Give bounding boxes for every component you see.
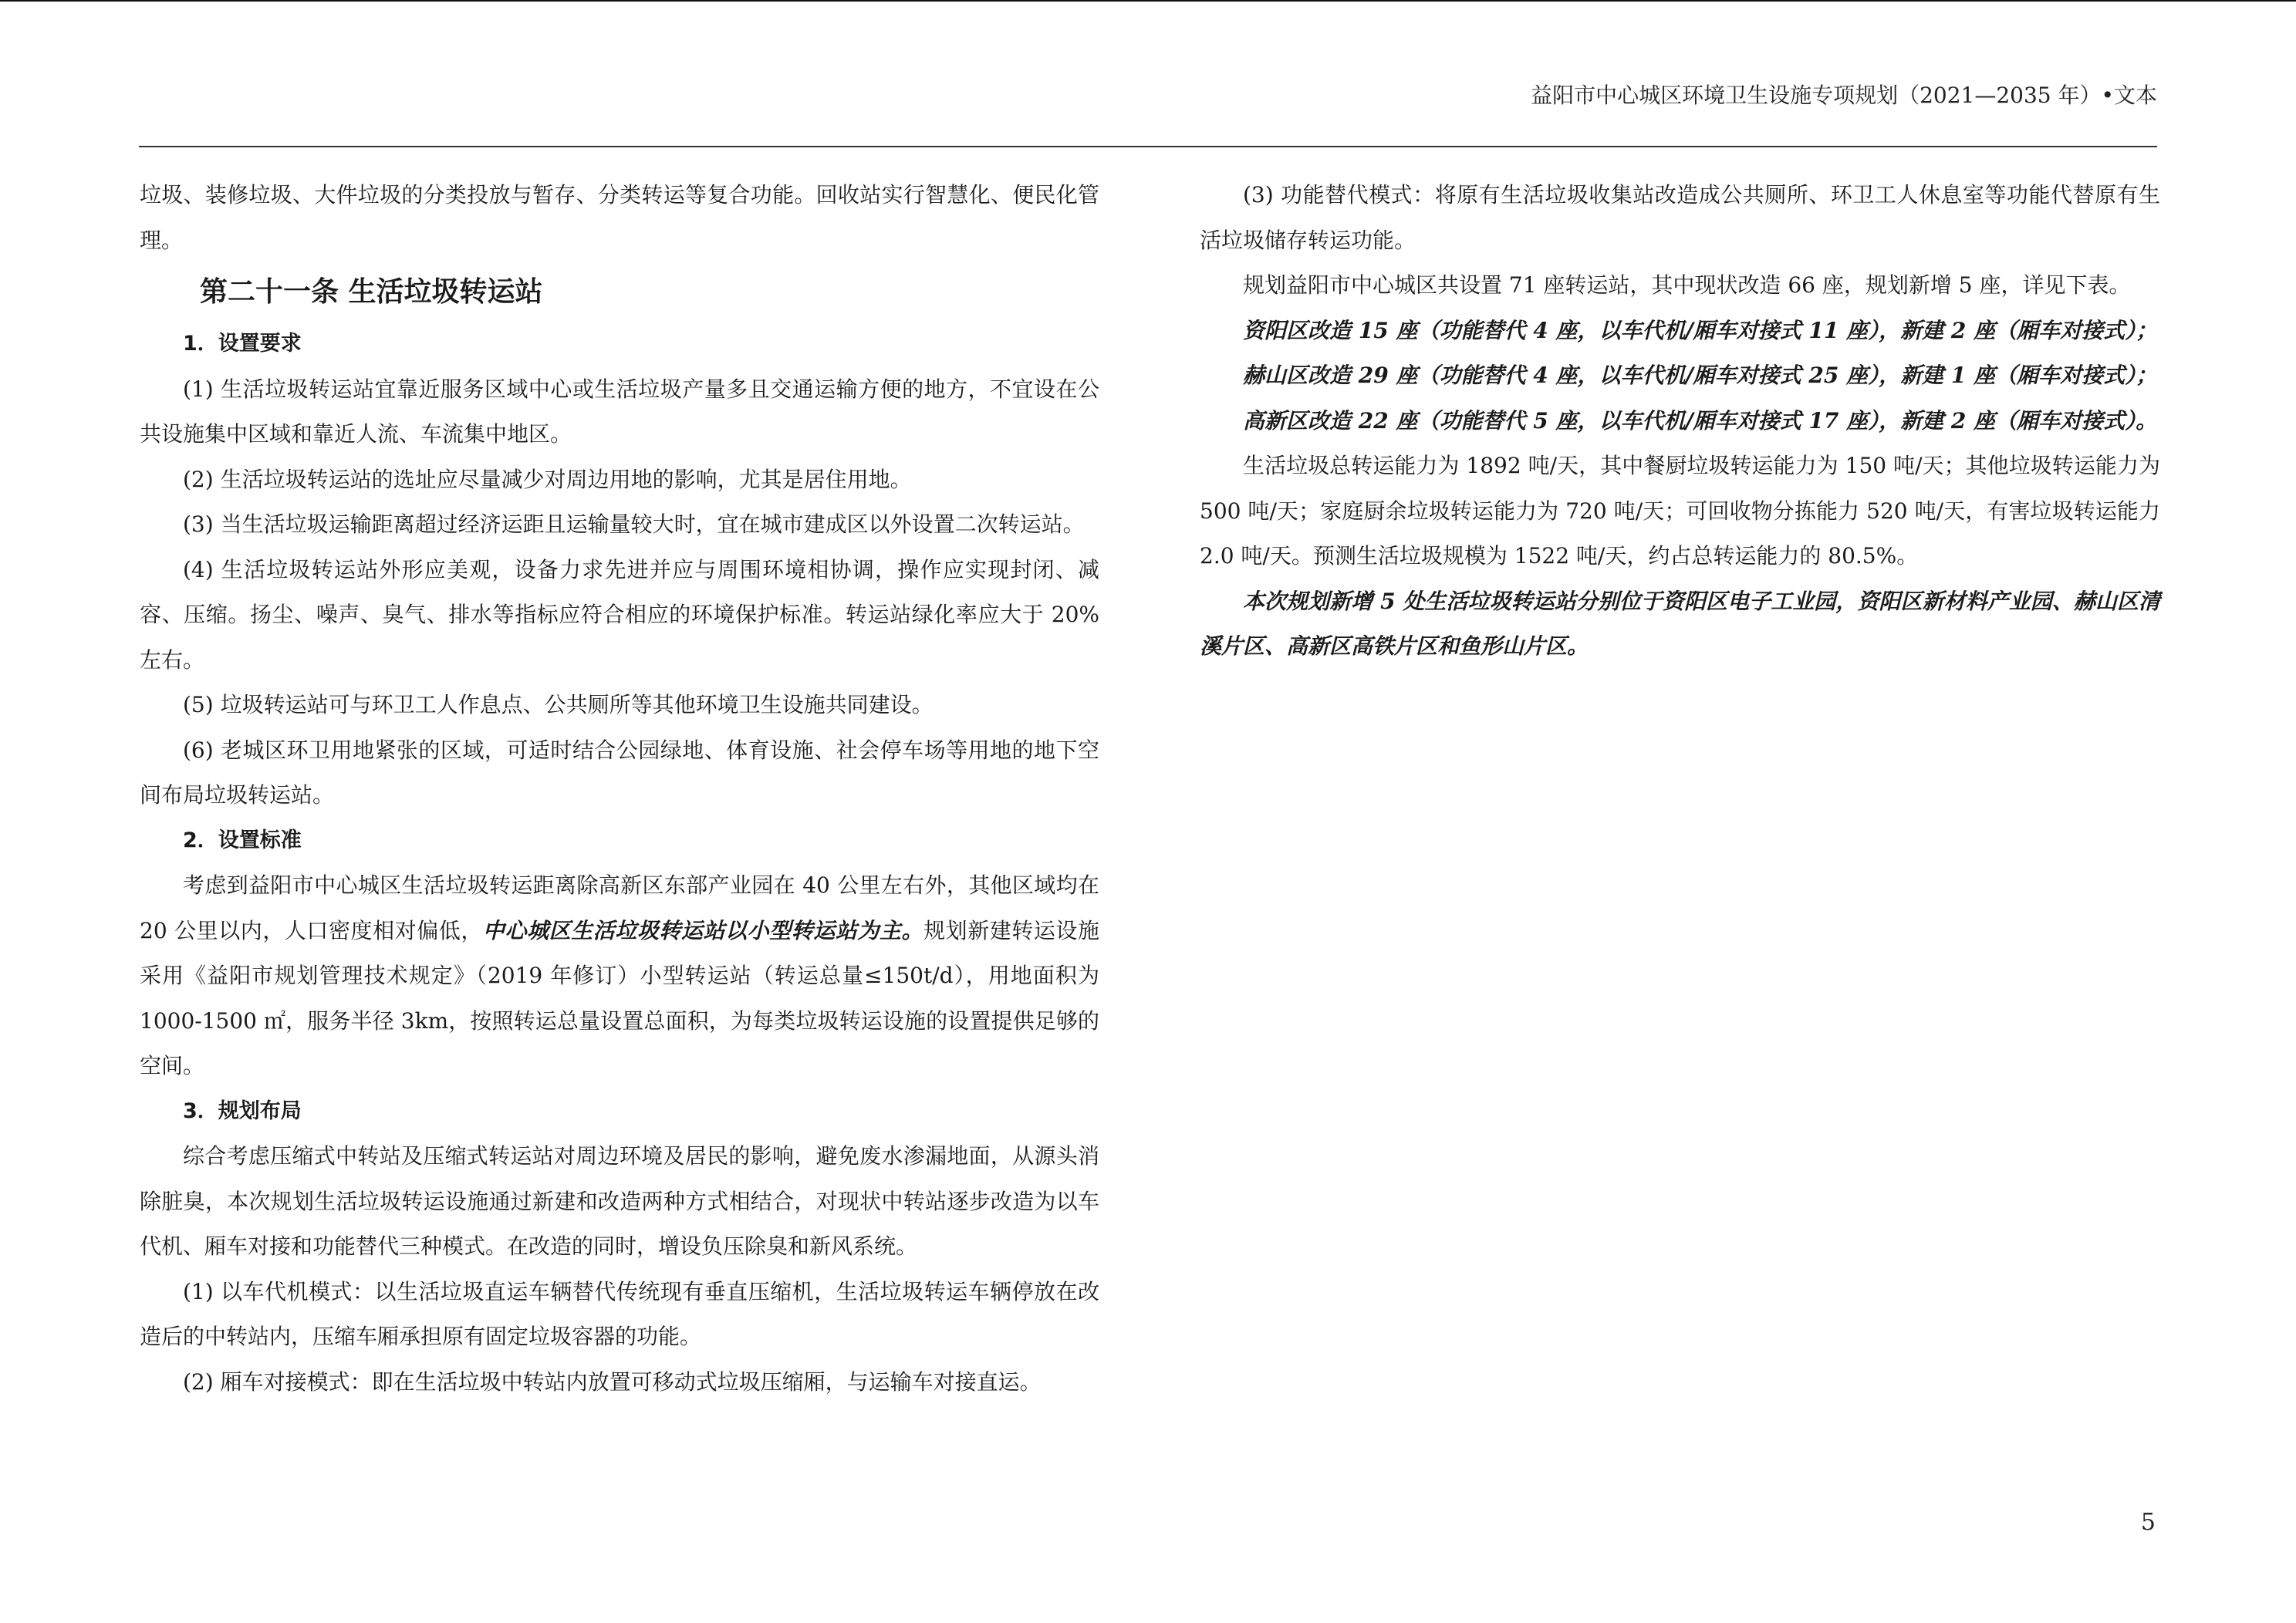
page-number: 5 — [2140, 1509, 2156, 1536]
page-top-border — [0, 0, 2296, 2]
standards-emphasis: 中心城区生活垃圾转运站以小型转运站为主。 — [482, 917, 924, 943]
mode-item-replacement: (3) 功能替代模式：将原有生活垃圾收集站改造成公共厕所、环卫工人休息室等功能代替原有生活垃圾储存转运功能。 — [1200, 182, 2160, 253]
section-heading-requirements: 1．设置要求 — [183, 332, 302, 356]
standards-paragraph — [140, 863, 1099, 1089]
plan-total-paragraph: 规划益阳市中心城区共设置 71 座转运站，其中现状改造 66 座，规划新增 5 座，详见下表。 — [1243, 272, 2131, 298]
mode-item-docking: (2) 厢车对接模式：即在生活垃圾中转站内放置可移动式垃圾压缩厢，与运输车对接直运。 — [183, 1368, 1042, 1395]
section-heading-standards: 2．设置标准 — [183, 828, 302, 852]
mode-item-vehicle: (1) 以车代机模式：以生活垃圾直运车辆替代传统现有垂直压缩机，生活垃圾转运车辆停放在改造后的中转站内，压缩车厢承担原有固定垃圾容器的功能。 — [140, 1278, 1099, 1349]
left-column — [140, 173, 1099, 1405]
standards-text-a: 考虑到益阳市中心城区生活垃圾转运距离除高新区东部产业园在 40 公里左右外，其他区域均在 20 公里以内，人口密度相对偏低， — [140, 872, 1099, 943]
requirement-item: (1) 生活垃圾转运站宜靠近服务区域中心或生活垃圾产量多且交通运输方便的地方，不宜设在公共设施集中区域和靠近人流、车流集中地区。 — [140, 376, 1099, 447]
requirement-item: (4) 生活垃圾转运站外形应美观，设备力求先进并应与周围环境相协调，操作应实现封闭、减容、压缩。扬尘、噪声、臭气、排水等指标应符合相应的环境保护标准。转运站绿化率应大于 20%左右。 — [140, 556, 1099, 673]
new-sites-paragraph: 本次规划新增 5 处生活垃圾转运站分别位于资阳区电子工业园，资阳区新材料产业园、赫山区清溪片区、高新区高铁片区和鱼形山片区。 — [1200, 588, 2160, 659]
article-heading: 第二十一条 生活垃圾转运站 — [200, 276, 543, 308]
paragraph-continuation: 垃圾、装修垃圾、大件垃圾的分类投放与暂存、分类转运等复合功能。回收站实行智慧化、便民化管理。 — [140, 182, 1099, 253]
right-column — [1200, 173, 2160, 670]
district-line-gaoxin: 高新区改造 22 座（功能替代 5 座，以车代机/厢车对接式 17 座），新建 2 座（厢车对接式）。 — [1243, 407, 2158, 434]
section-heading-layout: 3．规划布局 — [183, 1098, 302, 1123]
district-line-heshan: 赫山区改造 29 座（功能替代 4 座，以车代机/厢车对接式 25 座），新建 1 座（厢车对接式）； — [1243, 363, 2158, 388]
capacity-paragraph: 生活垃圾总转运能力为 1892 吨/天，其中餐厨垃圾转运能力为 150 吨/天；其他垃圾转运能力为 500 吨/天；家庭厨余垃圾转运能力为 720 吨/天；可回收物分拣能力 520 吨/天，有害垃圾转运能力 2.0 吨/天。预测生活垃圾规模为 1522 吨/天，约占总转运能力的 80.5%。 — [1200, 453, 2160, 569]
district-line-ziyang: 资阳区改造 15 座（功能替代 4 座，以车代机/厢车对接式 11 座），新建 2 座（厢车对接式）； — [1243, 317, 2158, 343]
requirement-item: (5) 垃圾转运站可与环卫工人作息点、公共厕所等其他环境卫生设施共同建设。 — [183, 692, 934, 717]
layout-intro: 综合考虑压缩式中转站及压缩式转运站对周边环境及居民的影响，避免废水渗漏地面，从源头消除脏臭，本次规划生活垃圾转运设施通过新建和改造两种方式相结合，对现状中转站逐步改造为以车代机、厢车对接和功能替代三种模式。在改造的同时，增设负压除臭和新风系统。 — [140, 1143, 1099, 1259]
running-header: 益阳市中心城区环境卫生设施专项规划（2021—2035 年）•文本 — [1531, 83, 2157, 108]
header-rule — [139, 146, 2157, 147]
requirement-item: (2) 生活垃圾转运站的选址应尽量减少对周边用地的影响，尤其是居住用地。 — [183, 466, 912, 492]
requirement-item: (3) 当生活垃圾运输距离超过经济运距且运输量较大时，宜在城市建成区以外设置二次转运站。 — [183, 511, 1085, 537]
standards-text-b: 规划新建转运设施采用《益阳市规划管理技术规定》（2019 年修订）小型转运站（转运总量≤150t/d），用地面积为 1000-1500 ㎡，服务半径 3km，按照转运总量设置总面积，为每类垃圾转运设施的设置提供足够的空间。 — [140, 917, 1099, 1078]
requirement-item: (6) 老城区环卫用地紧张的区域，可适时结合公园绿地、体育设施、社会停车场等用地的地下空间布局垃圾转运站。 — [140, 737, 1099, 808]
